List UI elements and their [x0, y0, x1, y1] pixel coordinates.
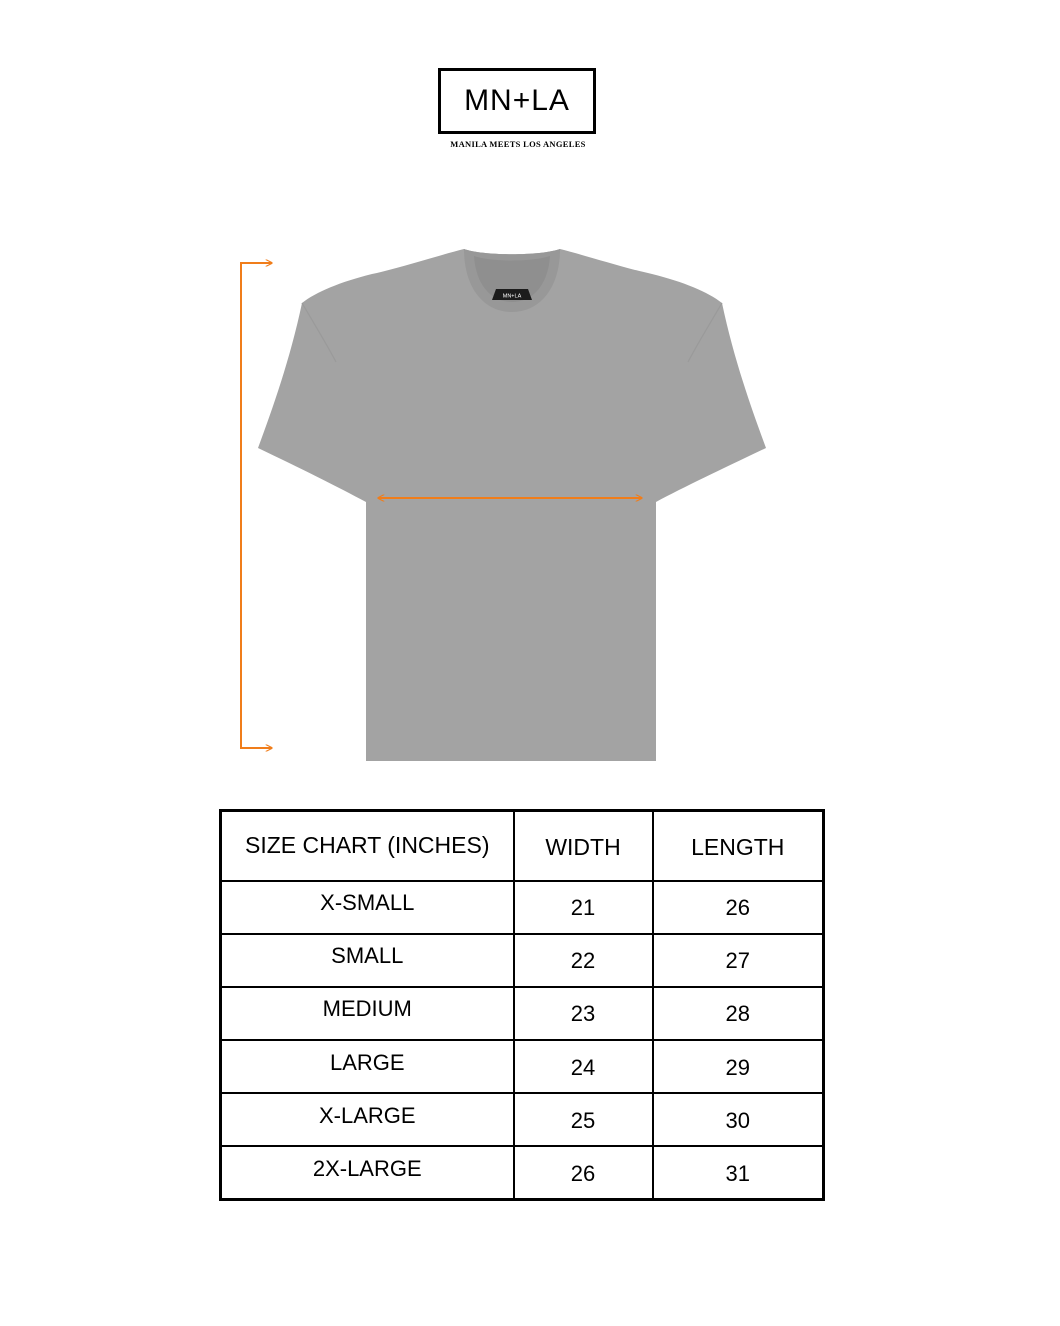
- table-row: [221, 881, 824, 934]
- table-row: [221, 987, 824, 1040]
- table-row: [221, 934, 824, 987]
- size-cell: 2X-LARGE: [221, 1146, 514, 1199]
- width-cell: 23: [514, 987, 653, 1040]
- table-row: [221, 1093, 824, 1146]
- size-chart-table: [219, 809, 825, 1201]
- width-cell: 24: [514, 1040, 653, 1093]
- table-row: [221, 1040, 824, 1093]
- length-cell: 28: [653, 987, 824, 1040]
- header-length: LENGTH: [653, 811, 824, 881]
- length-arrow: [241, 263, 272, 748]
- header-width: WIDTH: [514, 811, 653, 881]
- size-cell: X-SMALL: [221, 881, 514, 934]
- size-cell: LARGE: [221, 1040, 514, 1093]
- length-cell: 26: [653, 881, 824, 934]
- size-cell: MEDIUM: [221, 987, 514, 1040]
- width-cell: 22: [514, 934, 653, 987]
- length-cell: 27: [653, 934, 824, 987]
- width-cell: 26: [514, 1146, 653, 1199]
- brand-tagline: MANILA MEETS LOS ANGELES: [450, 139, 586, 149]
- size-cell: X-LARGE: [221, 1093, 514, 1146]
- neck-label-text: MN+LA: [502, 293, 522, 300]
- header-size-chart: SIZE CHART (INCHES): [221, 811, 514, 881]
- width-cell: 25: [514, 1093, 653, 1146]
- length-cell: 30: [653, 1093, 824, 1146]
- table-header-row: [221, 811, 824, 881]
- length-cell: 29: [653, 1040, 824, 1093]
- table-row: [221, 1146, 824, 1199]
- size-cell: SMALL: [221, 934, 514, 987]
- width-cell: 21: [514, 881, 653, 934]
- tshirt-body: [258, 249, 766, 761]
- length-cell: 31: [653, 1146, 824, 1199]
- brand-logo-text: MN+LA: [464, 84, 570, 117]
